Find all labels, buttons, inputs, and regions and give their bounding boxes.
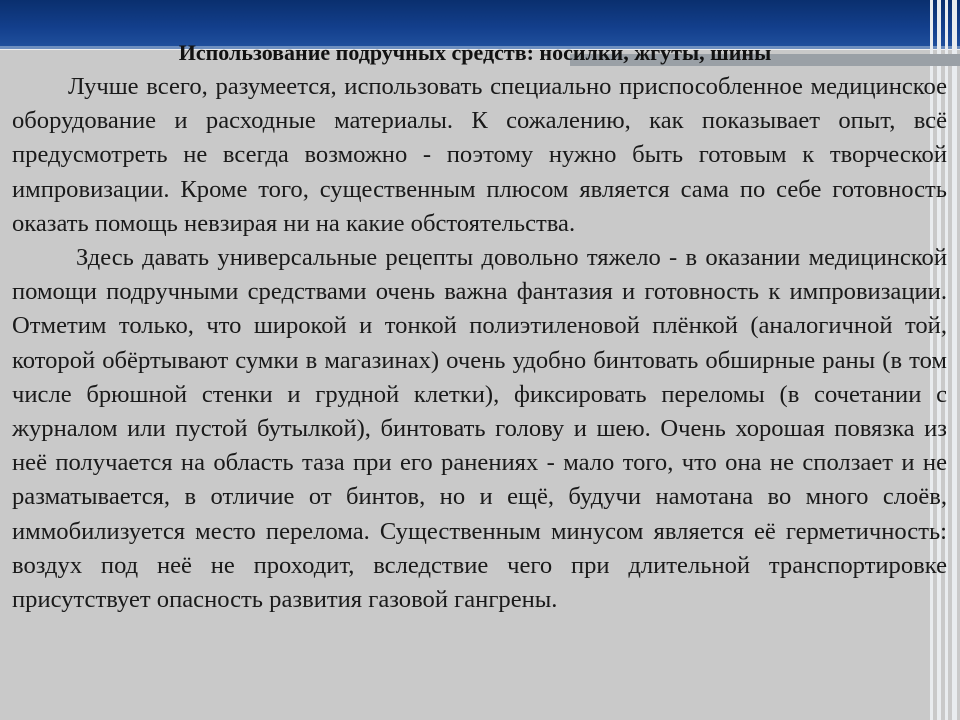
slide-title: Использование подручных средств: носилки, жгуты, шины [178,40,772,65]
paragraph-2: Здесь давать универсальные рецепты довольно тяжело - в оказании медицинской помощи подручными средствами очень важна фантазия и готовность к импровизации. Отметим только, что широкой и тонкой полиэтиленовой плёнкой (аналогичной той, которой обёртывают сумки в магазинах) очень удобно бинтовать обширные раны (в том числе брюшной стенки и грудной клетки), фиксировать переломы (в сочетании с журналом или пустой бутылкой), бинтовать голову и шею. Очень хорошая повязка из неё получается на область таза при его ранениях - мало того, что она не сползает и не разматывается, в отличие от бинтов, но и ещё, будучи намотана во много слоёв, иммобилизуется место перелома. Существенным минусом является её герметичность: воздух под неё не проходит, вследствие чего при длительной транспортировке присутствует опасность развития газовой гангрены. [12,244,947,614]
paragraph-1: Лучше всего, разумеется, использовать специально приспособленное медицинское оборудование и расходные материалы. К сожалению, как показывает опыт, всё предусмотреть не всегда возможно - поэтому нужно быть готовым к творческой импровизации. Кроме того, существенным плюсом является сама по себе готовность оказать помощь невзирая ни на какие обстоятельства. [12,73,947,237]
side-bar-4 [952,0,957,720]
slide-body [12,70,947,617]
